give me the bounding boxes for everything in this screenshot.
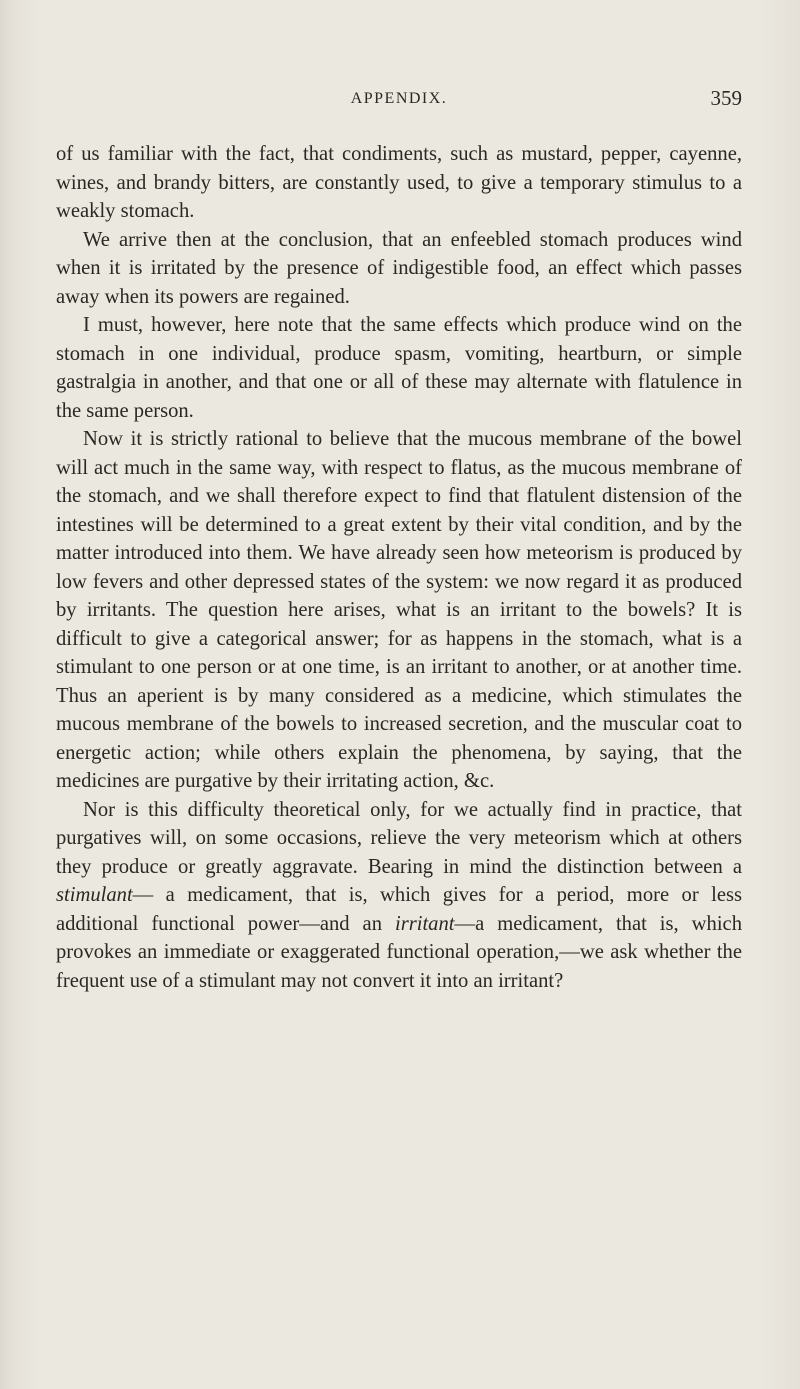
italic-term-stimulant: stimulant <box>56 884 133 906</box>
body-text <box>56 140 742 995</box>
text-run: —a medicament, that is, which provokes an immediate or exaggerated functional operation,—we ask whether the frequent use of a stimulant may not convert it into an irritant? <box>56 912 742 992</box>
page-number: 359 <box>710 86 742 110</box>
text-run: Nor is this difficulty theoretical only, for we actually find in practice, that purgatives will, on some occasions, relieve the very meteorism which at others they produce or greatly aggravate. Bearing in mind the distinction between a <box>56 798 742 878</box>
paragraph: We arrive then at the conclusion, that an enfeebled stomach produces wind when it is irritated by the presence of indigestible food, an effect which passes away when its powers are regained. <box>56 228 742 308</box>
paragraph-last <box>56 796 742 996</box>
paragraph: of us familiar with the fact, that condiments, such as mustard, pepper, cayenne, wines, and brandy bitters, are constantly used, to give a temporary stimulus to a weakly stomach. <box>56 143 742 222</box>
italic-term-irritant: irritant <box>394 912 455 935</box>
text-run: — a medicament, that is, which gives for a period, more or less additional functional power—and an <box>56 884 742 935</box>
paragraph: I must, however, here note that the same effects which produce wind on the stomach in one individual, produce spasm, vomiting, heartburn, or simple gastralgia in another, and that one or all of these may alternate with flatulence in the same person. <box>56 314 742 422</box>
running-head: APPENDIX. <box>350 90 448 107</box>
page-header <box>56 86 742 116</box>
paragraph: Now it is strictly rational to believe that the mucous membrane of the bowel will act much in the same way, with respect to flatus, as the mucous membrane of the stomach, and we shall therefore expect to find that flatulent distension of the intestines will be determined to a great extent by their vital condition, and by the matter introduced into them. We have already seen how meteorism is produced by low fevers and other depressed states of the system: we now regard it as produced by irritants. The question here arises, what is an irritant to the bowels? It is difficult to give a categorical answer; for as happens in the stomach, what is a stimulant to one person or at one time, is an irritant to another, or at another time. Thus an aperient is by many considered as a medicine, which stimulates the mucous membrane of the bowels to increased secretion, and the muscular coat to energetic action; while others explain the phenomena, by saying, that the medicines are purgative by their irritating action, &c. <box>56 428 742 792</box>
